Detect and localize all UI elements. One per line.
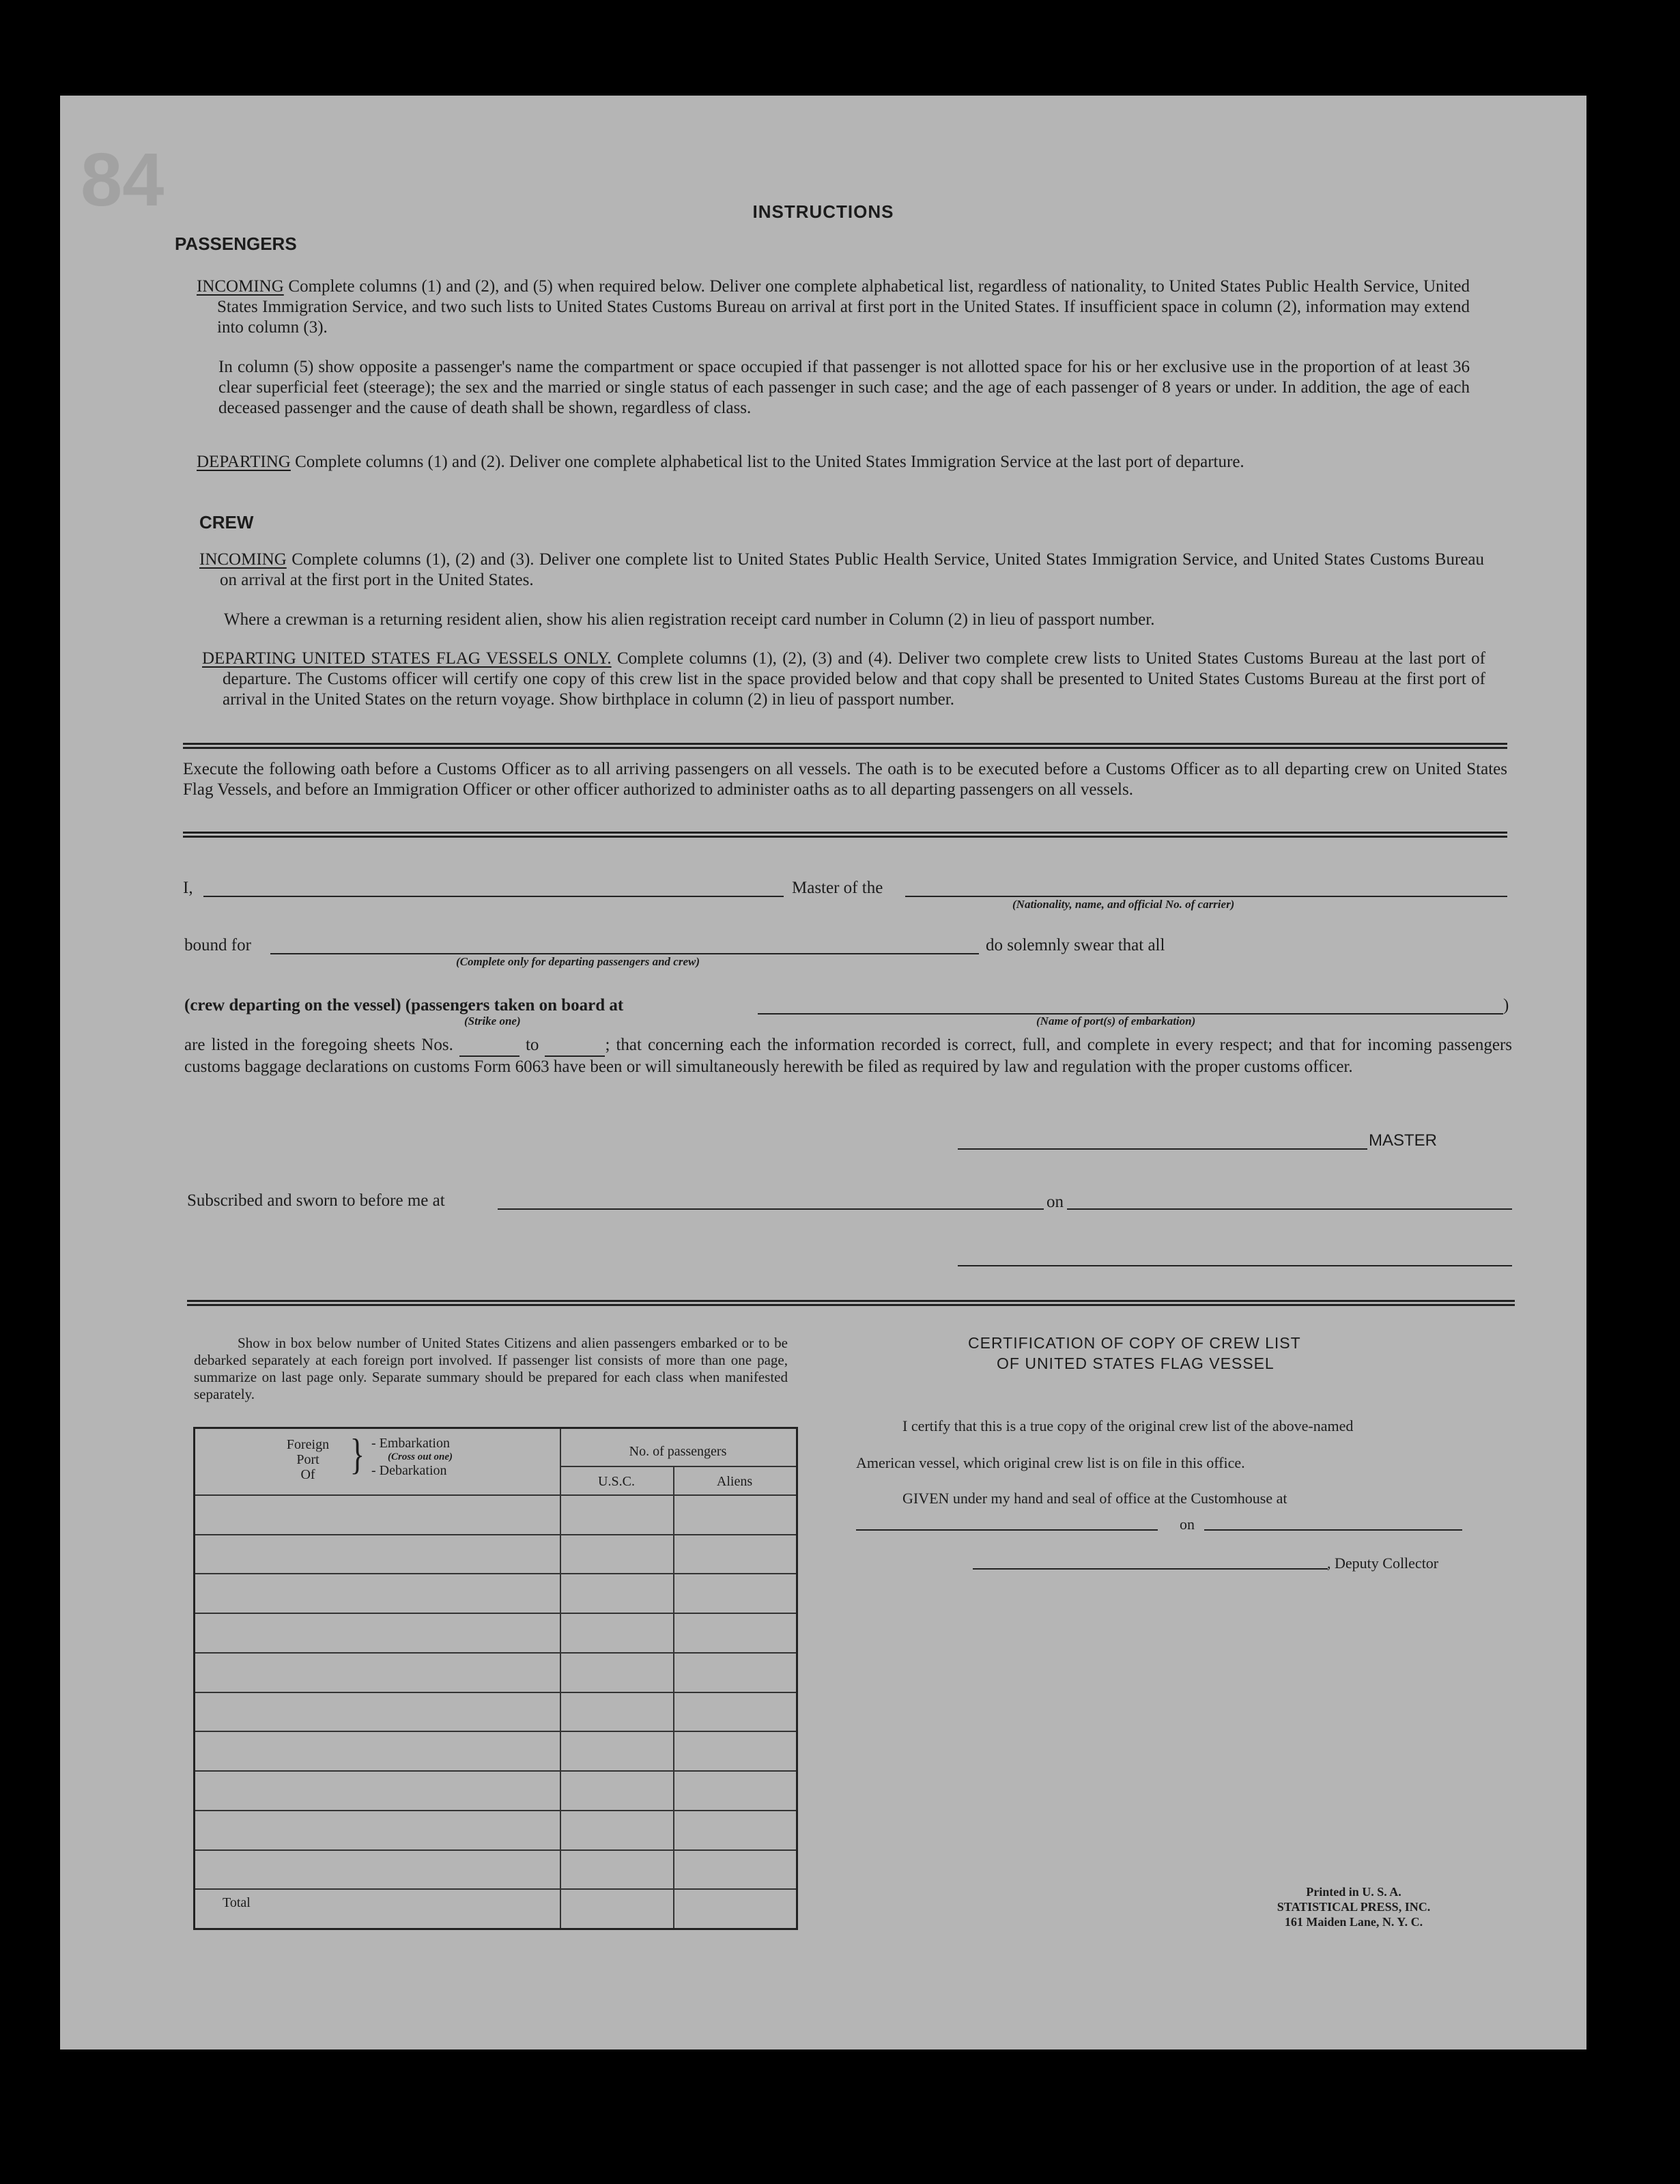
aliens-header: Aliens xyxy=(716,1474,753,1489)
table-row-line xyxy=(195,1613,796,1614)
listed-text-a: are listed in the foregoing sheets Nos. xyxy=(184,1036,453,1054)
crew-departing-label: DEPARTING UNITED STATES FLAG VESSELS ONLY. xyxy=(202,649,612,668)
table-row-line xyxy=(195,1494,796,1496)
printer-line-1: Printed in U. S. A. xyxy=(1306,1885,1401,1899)
printer-info xyxy=(1234,1884,1473,1929)
oath-instructions: Execute the following oath before a Customs Officer as to all arriving passengers on all vessels. The oath is to be executed before a Customs Officer as to all departing crew on United States Flag Vessels, and before an Immigration Officer or other officer authorized to administer oaths as to all departing passengers on all vessels. xyxy=(183,760,1507,799)
officer-signature-line[interactable] xyxy=(958,1265,1512,1266)
sheet-to-blank[interactable] xyxy=(545,1035,605,1057)
oath-close-paren: ) xyxy=(1503,996,1509,1015)
cert-on-label: on xyxy=(1180,1516,1195,1533)
listed-to-label: to xyxy=(525,1036,539,1054)
passengers-heading: PASSENGERS xyxy=(175,233,297,254)
foreign-port-of-label xyxy=(270,1437,345,1482)
embark-debark-labels xyxy=(371,1436,453,1478)
passengers-departing-paragraph xyxy=(197,452,1470,472)
printer-line-2: STATISTICAL PRESS, INC. xyxy=(1277,1900,1431,1914)
sworn-place-line[interactable] xyxy=(498,1208,1044,1210)
section-divider xyxy=(183,743,1507,749)
crew-incoming-paragraph xyxy=(199,550,1484,591)
crew-departing-bold: (crew departing on the vessel) (passengers taken on board at xyxy=(184,996,624,1015)
bound-for-line[interactable] xyxy=(270,953,979,954)
form-page xyxy=(60,96,1586,2050)
passengers-departing-text: Complete columns (1) and (2). Deliver one complete alphabetical list to the United States Immigration Service at the last port of departure. xyxy=(295,453,1244,471)
oath-crew-departing-label xyxy=(184,995,623,1016)
cert-title-1: CERTIFICATION OF COPY OF CREW LIST xyxy=(968,1334,1301,1352)
oath-i-label: I, xyxy=(183,879,193,897)
table-row-line xyxy=(195,1652,796,1654)
page-title: INSTRUCTIONS xyxy=(752,201,894,222)
foreign-word: Foreign xyxy=(286,1437,330,1452)
passengers-departing-label: DEPARTING xyxy=(197,453,291,471)
cross-out-caption: (Cross out one) xyxy=(388,1451,453,1462)
port-word: Port xyxy=(296,1452,319,1467)
oath-bound-for-label: bound for xyxy=(184,936,251,954)
oath-master-of-label: Master of the xyxy=(792,879,883,897)
brace-icon: } xyxy=(350,1430,365,1478)
passengers-incoming-text: Complete columns (1) and (2), and (5) when required below. Deliver one complete alphabetical list, regardless of nationality, to United States Public Health Service, United States Immigration Service, and two such lists to United States Customs Bureau on arrival at first port in the United States. If insufficient space in column (2), information may extend into column (3). xyxy=(217,277,1470,337)
table-row-line xyxy=(195,1849,796,1851)
page-number: 84 xyxy=(81,138,165,222)
table-column-line xyxy=(560,1429,561,1928)
deputy-collector-label: , Deputy Collector xyxy=(1327,1555,1439,1572)
sheet-from-blank[interactable] xyxy=(459,1035,519,1057)
crew-heading: CREW xyxy=(199,512,254,533)
section-divider xyxy=(183,832,1507,838)
table-row-line xyxy=(195,1692,796,1693)
listed-text-b: ; that concerning each the information recorded is correct, full, and complete in every respect; and that for incoming passengers customs baggage declarations on customs Form 6063 have been or will simultaneously herewith be filed as required by law and regulation with the proper customs officer. xyxy=(184,1036,1512,1076)
table-row-line xyxy=(195,1810,796,1811)
master-label: MASTER xyxy=(1369,1131,1438,1150)
passenger-summary-table xyxy=(193,1427,798,1930)
deputy-collector-line[interactable] xyxy=(973,1568,1328,1570)
cert-text-3: GIVEN under my hand and seal of office at the Customhouse at xyxy=(902,1490,1287,1507)
summary-instructions: Show in box below number of United States Citizens and alien passengers embarked or to be debarked separately at each foreign port involved. If passenger list consists of more than one page, summarize on last page only. Separate summary should be prepared for each class when manifested separately. xyxy=(194,1335,788,1402)
master-name-line[interactable] xyxy=(203,896,784,897)
crew-departing-paragraph xyxy=(202,649,1485,710)
crew-incoming-text: Complete columns (1), (2) and (3). Deliver one complete list to United States Public Health Service, United States Immigration Service, and United States Customs Bureau on arrival at the first port in the United States. xyxy=(220,550,1484,589)
table-row-line xyxy=(195,1573,796,1574)
no-passengers-header: No. of passengers xyxy=(629,1444,727,1459)
usc-header: U.S.C. xyxy=(598,1474,635,1489)
embarkation-port-caption: (Name of port(s) of embarkation) xyxy=(1036,1015,1196,1027)
crew-departing-text: Complete columns (1), (2), (3) and (4). Deliver two complete crew lists to United States Customs Bureau at the last port of departure. The Customs officer will certify one copy of this crew list in the space provided below and that copy shall be presented to United States Customs Bureau at the first port of arrival in the United States on the return voyage. Show birthplace in column (2) in lieu of passport number. xyxy=(223,649,1485,709)
sworn-date-line[interactable] xyxy=(1067,1208,1512,1210)
table-row-line xyxy=(195,1770,796,1772)
table-row-line xyxy=(560,1466,796,1467)
total-label: Total xyxy=(223,1895,251,1910)
debarkation-label[interactable]: - Debarkation xyxy=(371,1463,447,1478)
table-row-line xyxy=(195,1731,796,1732)
passengers-incoming-label: INCOMING xyxy=(197,277,284,296)
oath-listed-paragraph xyxy=(184,1035,1512,1077)
carrier-caption: (Nationality, name, and official No. of carrier) xyxy=(1012,898,1235,911)
sworn-on-label: on xyxy=(1047,1193,1064,1211)
carrier-line[interactable] xyxy=(905,896,1507,897)
cert-title-2: OF UNITED STATES FLAG VESSEL xyxy=(997,1355,1275,1372)
table-row-line xyxy=(195,1534,796,1535)
table-row-line xyxy=(195,1888,796,1890)
subscribed-label: Subscribed and sworn to before me at xyxy=(187,1191,445,1210)
customhouse-line[interactable] xyxy=(856,1529,1158,1531)
of-word: Of xyxy=(300,1467,315,1482)
cert-text-1: I certify that this is a true copy of the original crew list of the above-named xyxy=(902,1417,1354,1434)
crew-resident-paragraph: Where a crewman is a returning resident alien, show his alien registration receipt card number in Column (2) in lieu of passport number. xyxy=(224,610,1155,629)
crew-incoming-label: INCOMING xyxy=(199,550,287,569)
embarkation-label[interactable]: - Embarkation xyxy=(371,1436,450,1451)
cert-text-2: American vessel, which original crew list is on file in this office. xyxy=(856,1454,1245,1471)
passengers-column5-paragraph: In column (5) show opposite a passenger's name the compartment or space occupied if that passenger is not allotted space for his or her exclusive use in the proportion of at least 36 clear superficial feet (steerage); the sex and the married or single status of each passenger in such case; and the age of each passenger of 8 years or under. In addition, the age of each deceased passenger and the cause of death shall be shown, regardless of class. xyxy=(218,358,1470,417)
printer-line-3: 161 Maiden Lane, N. Y. C. xyxy=(1284,1915,1423,1929)
master-signature-line[interactable] xyxy=(958,1148,1367,1150)
passengers-incoming-paragraph xyxy=(197,276,1470,338)
bound-for-caption: (Complete only for departing passengers and crew) xyxy=(456,955,700,968)
strike-one-caption: (Strike one) xyxy=(464,1015,521,1027)
section-divider xyxy=(187,1300,1515,1306)
oath-swear-label: do solemnly swear that all xyxy=(986,936,1165,954)
cert-date-line[interactable] xyxy=(1204,1529,1462,1531)
